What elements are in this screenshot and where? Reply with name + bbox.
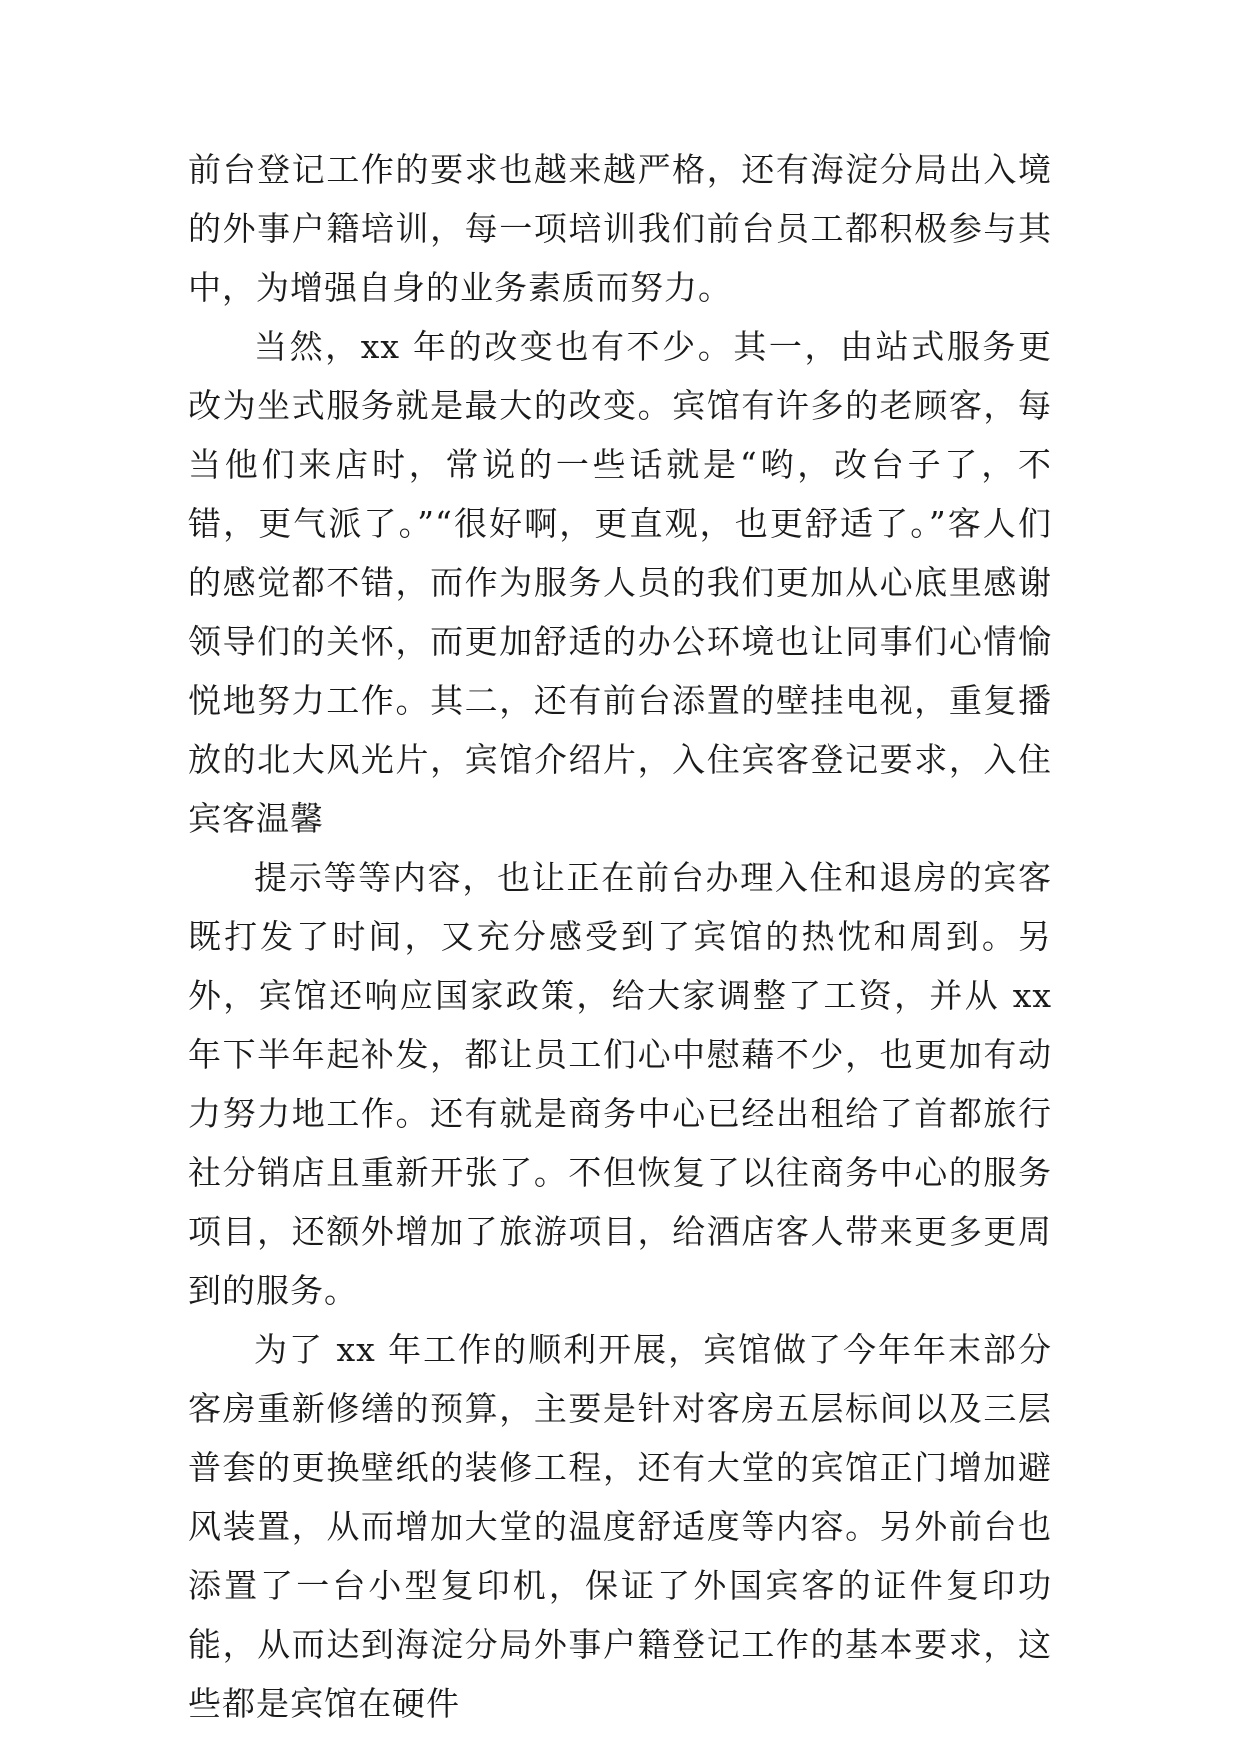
paragraph-2: 当然，xx 年的改变也有不少。其一，由站式服务更改为坐式服务就是最大的改变。宾馆有许多的老顾客，每当他们来店时，常说的一些话就是“哟，改台子了，不错，更气派了。”“很好啊，更直观，也更舒适了。”客人们的感觉都不错，而作为服务人员的我们更加从心底里感谢领导们的关怀，而更加舒适的办公环境也让同事们心情愉悦地努力工作。其二，还有前台添置的壁挂电视，重复播放的北大风光片，宾馆介绍片，入住宾客登记要求，入住宾客温馨 bbox=[188, 327, 1052, 838]
paragraph-1: 前台登记工作的要求也越来越严格，还有海淀分局出入境的外事户籍培训，每一项培训我们前台员工都积极参与其中，为增强自身的业务素质而努力。 bbox=[188, 150, 1052, 307]
paragraph-4: 为了 xx 年工作的顺利开展，宾馆做了今年年末部分客房重新修缮的预算，主要是针对客房五层标间以及三层普套的更换壁纸的装修工程，还有大堂的宾馆正门增加避风装置，从而增加大堂的温度舒适度等内容。另外前台也添置了一台小型复印机，保证了外国宾客的证件复印功能，从而达到海淀分局外事户籍登记工作的基本要求，这些都是宾馆在硬件 bbox=[188, 1330, 1052, 1723]
document-page bbox=[188, 140, 1052, 1733]
paragraph-3: 提示等等内容，也让正在前台办理入住和退房的宾客既打发了时间，又充分感受到了宾馆的热忱和周到。另外，宾馆还响应国家政策，给大家调整了工资，并从 xx 年下半年起补发，都让员工们心中慰藉不少，也更加有动力努力地工作。还有就是商务中心已经出租给了首都旅行社分销店且重新开张了。不但恢复了以往商务中心的服务项目，还额外增加了旅游项目，给酒店客人带来更多更周到的服务。 bbox=[188, 858, 1052, 1310]
